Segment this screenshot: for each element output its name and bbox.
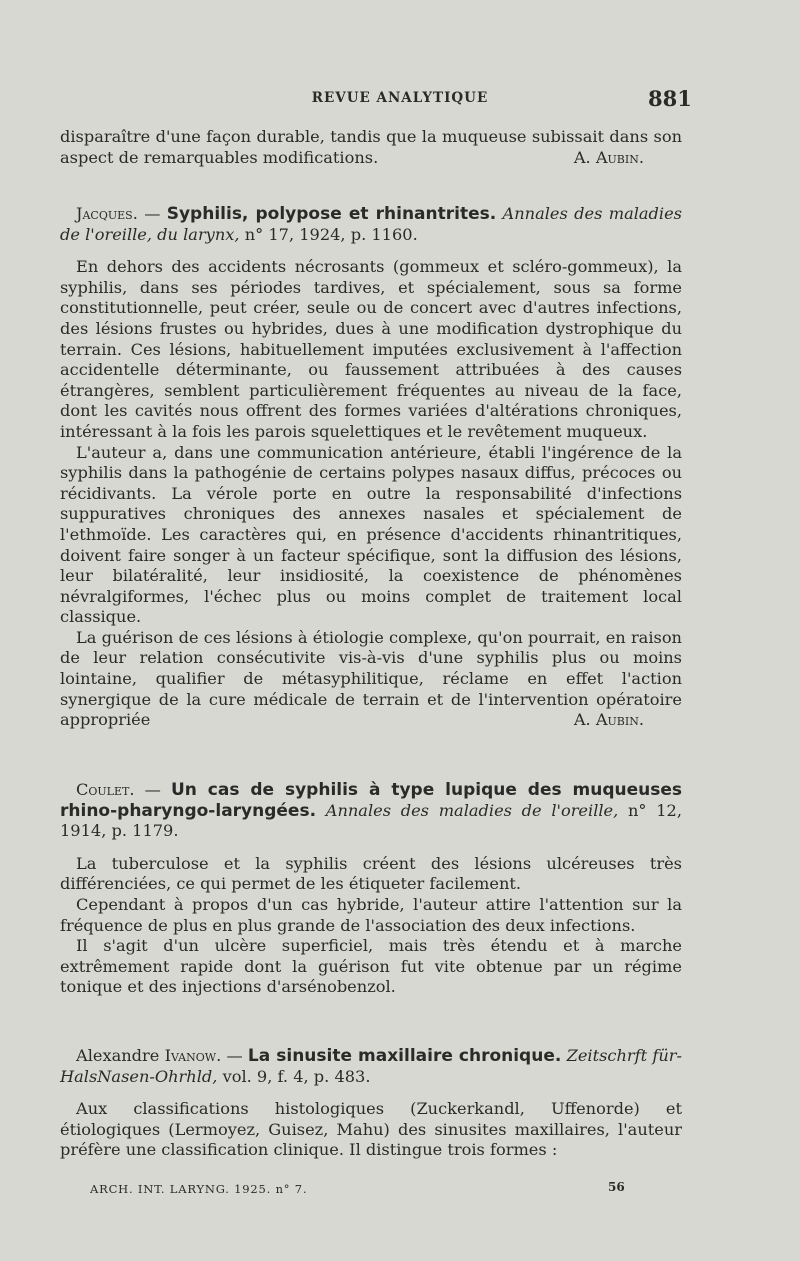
article3-journal: Zeitschrft für-HalsNasen-Ohrhld, [60, 1046, 682, 1086]
article1-heading: Jacques. — Syphilis, polypose et rhinantrites. Annales des maladies de l'oreille, du larynx, n° 17, 1924, p. 1160. [60, 204, 682, 244]
article2-paragraph-1: La tuberculose et la syphilis créent des lésions ulcéreuses très différenciées, ce qui permet de les étiqueter facilement. [60, 853, 682, 894]
article1-author: Jacques. [76, 204, 138, 223]
article1-signature: A. Aubin. [573, 710, 644, 730]
running-header: REVUE ANALYTIQUE [311, 90, 489, 106]
article2-paragraph-2: Cependant à propos d'un cas hybride, l'auteur attire l'attention sur la fréquence de plus en plus grande de l'association des deux infections. [60, 894, 682, 935]
article1-journal: Annales des maladies de l'oreille, du larynx, [60, 204, 682, 244]
article2-journal: Annales des maladies de l'oreille, [325, 800, 619, 820]
article1-ref: n° 17, 1924, p. 1160. [244, 224, 418, 244]
article3-heading: Alexandre Ivanow. — La sinusite maxillaire chronique. Zeitschrft für-HalsNasen-Ohrhld, vol. 9, f. 4, p. 483. [60, 1046, 682, 1086]
intro-signature: A. Aubin. [573, 147, 644, 167]
article1-paragraph-2: L'auteur a, dans une communication antérieure, établi l'ingérence de la syphilis dans la pathogénie de certains polypes nasaux diffus, précoces ou récidivants. La vérole porte en outre la responsabilité d'infections suppuratives chroniques des annexes nasales et spécialement de l'ethmoïde. Les caractères qui, en présence d'accidents rhinantritiques, doivent faire songer à un facteur spécifique, sont la diffusion des lésions, leur bilatéralité, leur insidiosité, la coexistence de phénomènes névralgiformes, l'échec plus ou moins complet de traitement local classique. [60, 442, 682, 627]
article1-title: Syphilis, polypose et rhinantrites. [166, 204, 497, 224]
article2-author: Coulet. [76, 780, 135, 799]
article3-author-first: Alexandre [76, 1046, 160, 1065]
article3-author-last: Ivanow. [164, 1046, 222, 1065]
article-jacques [60, 204, 682, 731]
intro-paragraph [60, 127, 682, 168]
article-coulet [60, 780, 682, 998]
article1-paragraph-1: En dehors des accidents nécrosants (gommeux et scléro-gommeux), la syphilis, dans ses périodes tardives, et spécialement, sous sa forme constitutionnelle, peut créer, seule ou de concert avec d'autres infections, des lésions frustes ou hybrides, dues à une modification dystrophique du terrain. Ces lésions, habituellement imputées exclusivement à l'affection accidentelle déterminante, ou faussement attribuées à des causes étrangères, semblent particulièrement fréquentes au niveau de la face, dont les cavités nous offrent des formes variées d'altérations chroniques, intéressant à la fois les parois squelettiques et le revêtement muqueux. [60, 257, 682, 441]
footer-signature-number: 56 [608, 1180, 625, 1194]
article2-heading: Coulet. — Un cas de syphilis à type lupique des muqueuses rhino-pharyngo-laryngées. Annales des maladies de l'oreille, n° 12, 1914, p. 1179. [60, 780, 682, 841]
article3-paragraph-1: Aux classifications histologiques (Zuckerkandl, Uffenorde) et étiologiques (Lermoyez, Guisez, Mahu) des sinusites maxillaires, l'auteur préfère une classification clinique. Il distingue trois formes : [60, 1099, 682, 1160]
article3-ref: vol. 9, f. 4, p. 483. [222, 1066, 371, 1086]
article2-title: Un cas de syphilis à type lupique des muqueuses rhino-pharyngo-laryngées. [60, 780, 682, 821]
intro-text: disparaître d'une façon durable, tandis que la muqueuse subissait dans son aspect de remarquables modifications. [60, 127, 682, 167]
intro-block [60, 127, 682, 168]
article1-paragraph-3 [60, 628, 682, 731]
article-ivanow [60, 1046, 682, 1161]
article3-title: La sinusite maxillaire chronique. [247, 1046, 562, 1066]
article1-paragraph-3-text: La guérison de ces lésions à étiologie complexe, qu'on pourrait, en raison de leur relation consécutivite vis-à-vis d'une syphilis plus ou moins lointaine, qualifier de métasyphilitique, réclame en effet l'action synergique de la cure médicale de terrain et de l'intervention opératoire appropriée [60, 627, 682, 730]
article2-ref: n° 12, 1914, p. 1179. [60, 800, 682, 841]
page-number: 881 [648, 86, 692, 111]
article2-paragraph-3: Il s'agit d'un ulcère superficiel, mais très étendu et à marche extrêmement rapide dont la guérison fut vite obtenue par un régime tonique et des injections d'arsénobenzol. [60, 936, 682, 997]
footer-citation: ARCH. INT. LARYNG. 1925. n° 7. [90, 1182, 308, 1196]
